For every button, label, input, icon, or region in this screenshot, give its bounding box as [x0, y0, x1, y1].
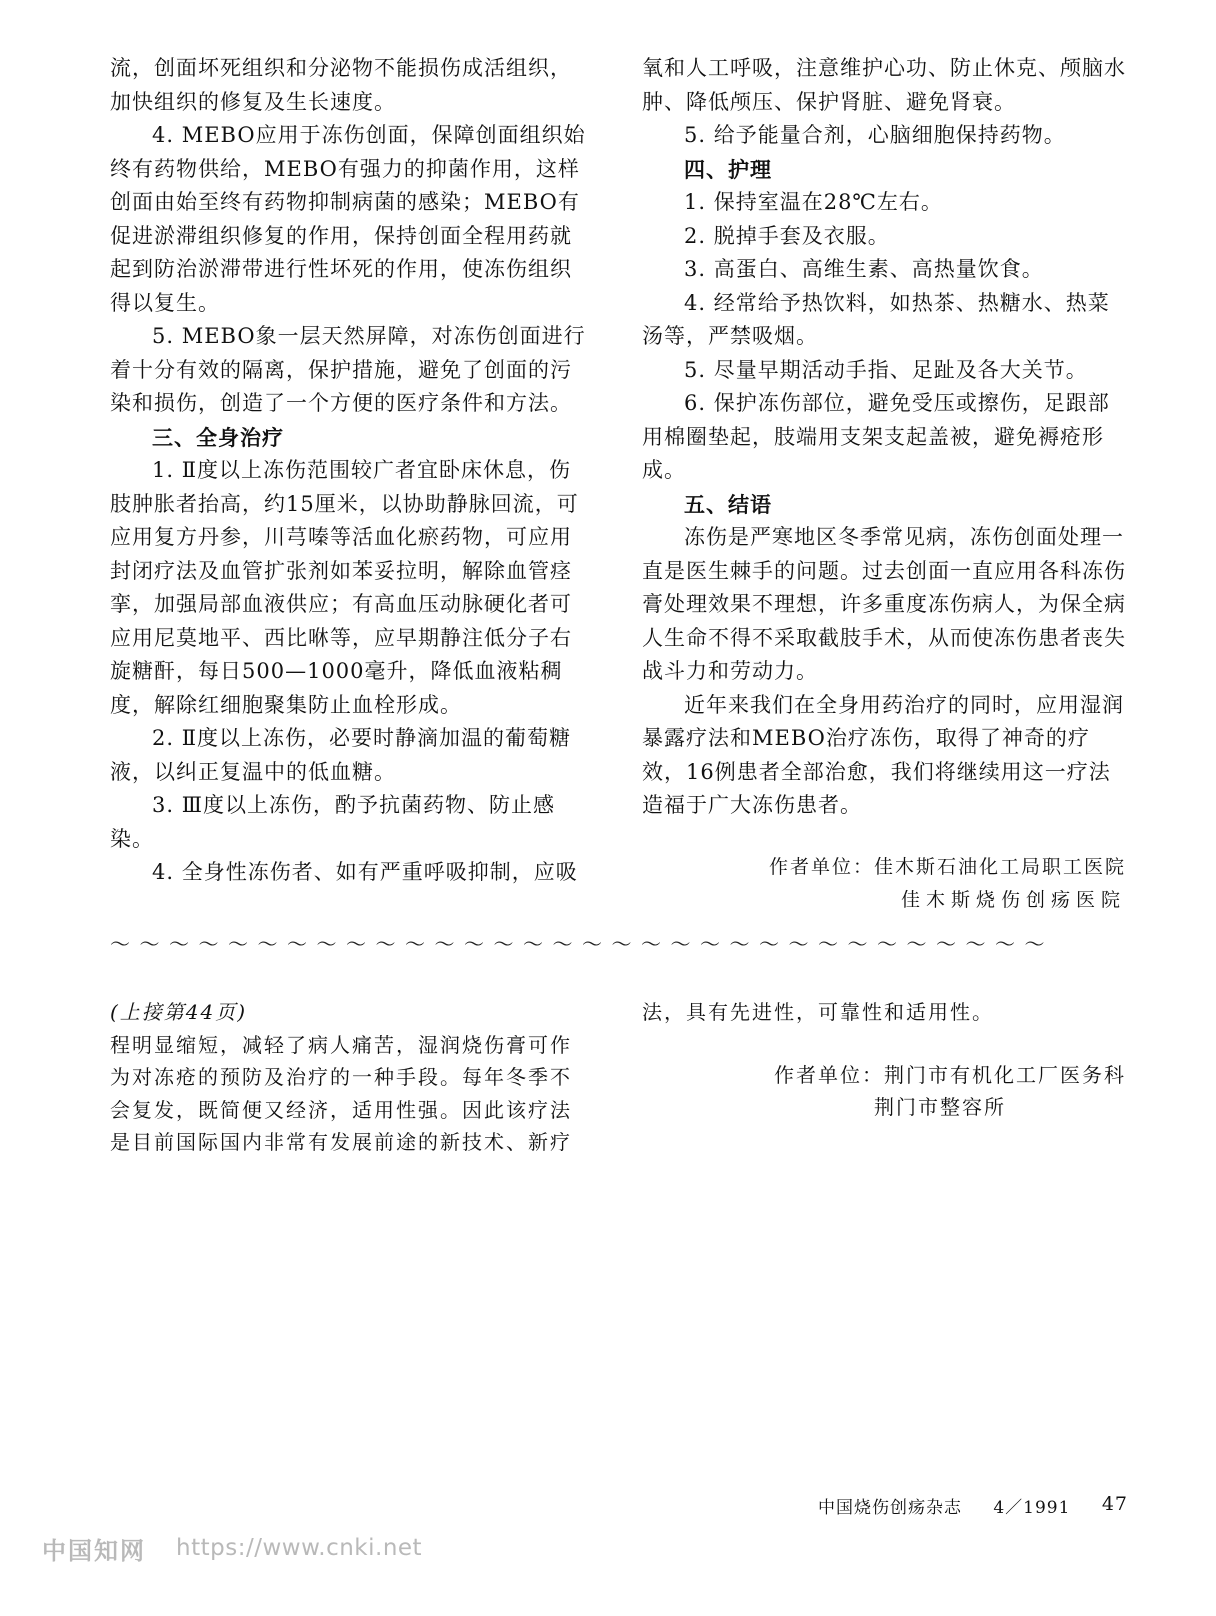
left-paragraph: 1. Ⅱ度以上冻伤范围较广者宜卧床休息，伤肢肿胀者抬高，约15厘米，以协助静脉回流，可应用复方丹参，川芎嗪等活血化瘀药物，可应用封闭疗法及血管扩张剂如苯妥拉明，解除血管痉挛，加强局部血液供应；有高血压动脉硬化者可应用尼莫地平、西比咻等，应早期静注低分子右旋糖酐，每日500—1000毫升，降低血液粘稠度，解除红细胞聚集防止血栓形成。 [110, 458, 579, 717]
right-heading: 四、护理 [684, 156, 772, 182]
continuation-affiliation-line-2: 荆门市整容所 [874, 1095, 1006, 1119]
cnki-watermark [42, 1528, 422, 1568]
left-column [110, 52, 592, 890]
right-column-paragraphs [642, 52, 1126, 823]
issue-number: 4／1991 [993, 1498, 1071, 1518]
continuation-right-text: 法，具有先进性，可靠性和适用性。 [642, 1000, 994, 1024]
right-paragraph: 4. 经常给予热饮料，如热茶、热糖水、热菜汤等，严禁吸烟。 [642, 290, 1110, 348]
right-heading: 五、结语 [684, 491, 772, 517]
right-paragraph: 冻伤是严寒地区冬季常见病，冻伤创面处理一直是医生棘手的问题。过去创面一直应用各科冻伤膏处理效果不理想，许多重度冻伤病人，为保全病人生命不得不采取截肢手术，从而使冻伤患者丧失战斗力和劳动力。 [642, 525, 1126, 683]
affiliation-line-1: 作者单位：佳木斯石油化工局职工医院 [768, 855, 1126, 878]
left-paragraph: 4. 全身性冻伤者、如有严重呼吸抑制，应吸 [152, 860, 578, 884]
right-paragraph: 近年来我们在全身用药治疗的同时，应用湿润暴露疗法和MEBO治疗冻伤，取得了神奇的疗效，16例患者全部治愈，我们将继续用这一疗法造福于广大冻伤患者。 [642, 692, 1124, 817]
section-separator: ～～～～～～～～～～～～～～～～～～～～～～～～～～～～～～～～ [110, 932, 1054, 956]
affiliation-line-2: 佳木斯烧伤创疡医院 [900, 889, 1126, 911]
continuation-note: (上接第44页) [110, 1000, 248, 1024]
left-heading: 三、全身治疗 [152, 424, 284, 450]
left-paragraph: 5. MEBO象一层天然屏障，对冻伤创面进行着十分有效的隔离，保护措施，避免了创面的污染和损伤，创造了一个方便的医疗条件和方法。 [110, 324, 586, 415]
left-paragraph: 流，创面坏死组织和分泌物不能损伤成活组织，加快组织的修复及生长速度。 [110, 56, 572, 114]
watermark-brand: 中国知网 [42, 1536, 146, 1565]
page-number: 47 [1101, 1493, 1128, 1515]
continuation-right-column [642, 996, 1126, 1124]
right-paragraph: 6. 保护冻伤部位，避免受压或擦伤，足跟部用棉圈垫起，肢端用支架支起盖被，避免褥疮形成。 [642, 391, 1110, 482]
right-paragraph: 2. 脱掉手套及衣服。 [684, 223, 890, 248]
continuation-affiliation [642, 1059, 1126, 1124]
journal-name: 中国烧伤创疡杂志 [818, 1498, 962, 1518]
right-paragraph: 氧和人工呼吸，注意维护心功、防止休克、颅脑水肿、降低颅压、保护肾脏、避免肾衰。 [642, 56, 1126, 114]
continuation-left-column [110, 996, 592, 1159]
right-paragraph: 5. 给予能量合剂，心脑细胞保持药物。 [684, 123, 1066, 147]
continuation-left-text: 程明显缩短，减轻了病人痛苦，湿润烧伤膏可作为对冻疮的预防及治疗的一种手段。每年冬季不会复发，既简便又经济，适用性强。因此该疗法是目前国际国内非常有发展前途的新技术、新疗 [110, 1032, 572, 1154]
right-paragraph: 3. 高蛋白、高维生素、高热量饮食。 [684, 257, 1044, 281]
right-paragraph: 1. 保持室温在28℃左右。 [684, 190, 943, 214]
right-paragraph: 5. 尽量早期活动手指、足趾及各大关节。 [684, 357, 1088, 382]
left-paragraph: 2. Ⅱ度以上冻伤，必要时静滴加温的葡萄糖液，以纠正复温中的低血糖。 [110, 726, 571, 784]
watermark-url: https://www.cnki.net [176, 1535, 423, 1561]
right-column [642, 52, 1126, 918]
continuation-affiliation-line-1: 作者单位：荆门市有机化工厂医务科 [774, 1062, 1126, 1087]
left-paragraph: 4. MEBO应用于冻伤创面，保障创面组织始终有药物供给，MEBO有强力的抑菌作用，这样创面由始至终有药物抑制病菌的感染；MEBO有促进淤滞组织修复的作用，保持创面全程用药就起到防治淤滞带进行性坏死的作用，使冻伤组织得以复生。 [110, 123, 586, 315]
left-paragraph: 3. Ⅲ度以上冻伤，酌予抗菌药物、防止感染。 [110, 793, 555, 851]
page-footer [818, 1493, 1128, 1518]
